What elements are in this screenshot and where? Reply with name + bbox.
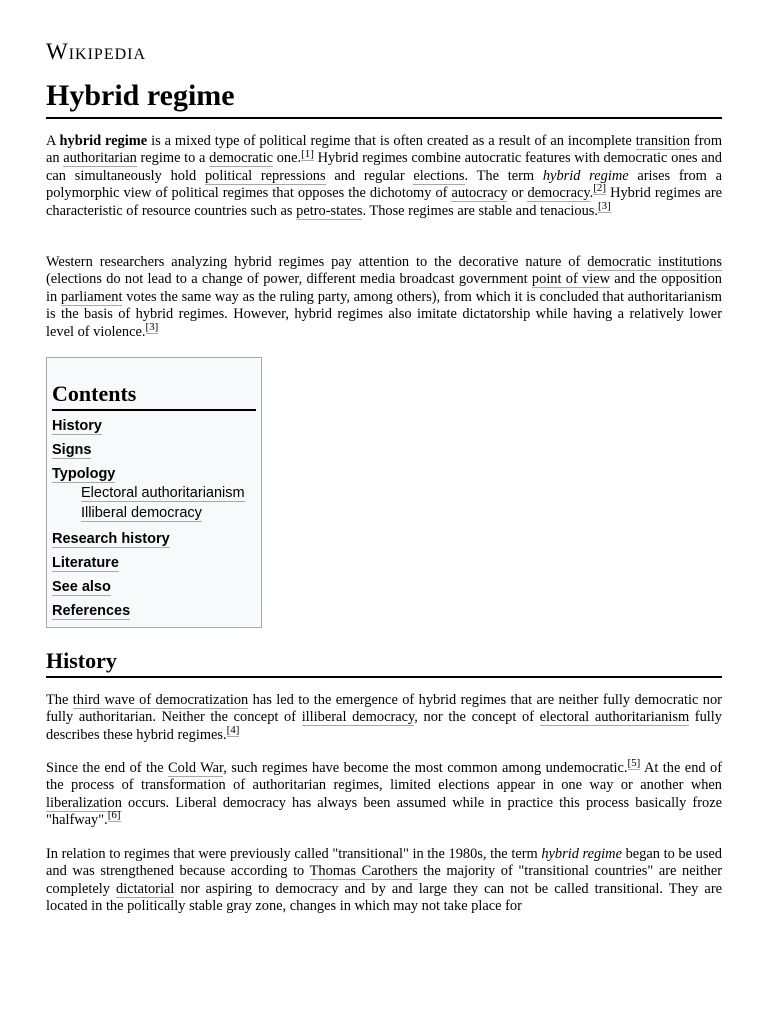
citation-3[interactable]: [3] [597,199,611,212]
term-italic-2: hybrid regime [541,846,622,862]
wikipedia-wordmark[interactable]: Wikipedia [46,39,147,64]
link-democratic-institutions[interactable]: democratic institutions [587,254,722,270]
link-authoritarian[interactable]: authoritarian [63,150,137,167]
link-transition[interactable]: transition [635,133,691,149]
link-point-of-view[interactable]: point of view [531,271,611,288]
citation-4[interactable]: [4] [226,724,240,737]
term-bold: hybrid regime [59,133,148,149]
link-third-wave[interactable]: third wave of democratization [72,692,249,708]
link-parliament[interactable]: parliament [60,288,123,305]
toc-item-see-also[interactable]: See also [52,579,111,595]
toc-item-signs[interactable]: Signs [52,442,92,458]
history-paragraph-2: Since the end of the Cold War, such regimes have become the most common among undemocratic.[5] At the end of the process of transformation of authoritarian regimes, limited elections appear in one way or another when liberalization occurs. Liberal democracy has always been assumed while in practice this process basically froze "halfway".[6] [46,757,722,829]
term-italic: hybrid regime [542,167,629,184]
link-electoral-authoritarianism[interactable]: electoral authoritarianism [539,709,690,726]
page-title: Hybrid regime [46,77,722,119]
toc-item-history[interactable]: History [52,418,102,434]
link-illiberal-democracy[interactable]: illiberal democracy [301,709,415,726]
link-liberalization[interactable]: liberalization [46,794,122,811]
citation-3b[interactable]: [3] [145,320,159,333]
citation-1[interactable]: [1] [301,147,314,160]
citation-6[interactable]: [6] [107,809,121,822]
link-cold-war[interactable]: Cold War [168,760,224,776]
link-autocracy[interactable]: autocracy [451,185,508,202]
toc-item-typology[interactable]: Typology [52,466,116,482]
link-democracy[interactable]: democracy [527,185,590,202]
link-political-repressions[interactable]: political repressions [204,167,326,184]
section-heading-history: History [46,647,722,678]
link-elections[interactable]: elections [413,167,465,184]
citation-5[interactable]: [5] [627,757,641,770]
toc-item-literature[interactable]: Literature [52,555,119,571]
link-dictatorial[interactable]: dictatorial [116,880,175,897]
link-petro-states[interactable]: petro-states [296,202,363,219]
citation-2[interactable]: [2] [593,182,607,195]
intro-paragraph-2: Western researchers analyzing hybrid regimes pay attention to the decorative nature of democratic institutions (elections do not lead to a change of power, different media broadcast government point of view and the opposition in parliament votes the same way as the ruling party, among others), from which it is concluded that authoritarianism is the basis of hybrid regimes. However, hybrid regimes also imitate dictatorship while having a relatively lower level of violence.[3] [46,254,722,340]
toc-title: Contents [52,380,256,411]
intro-paragraph-1: A hybrid regime is a mixed type of political regime that is often created as a result of an incomplete transition from an authoritarian regime to a democratic one.[1] Hybrid regimes combine autocratic features with democratic ones and can simultaneously hold political repressions and regular elections. The term hybrid regime arises from a polymorphic view of political regimes that opposes the dichotomy of autocracy or democracy.[2] Hybrid regimes are characteristic of resource countries such as petro-states. Those regimes are stable and tenacious.[3] [46,133,723,219]
toc-item-research-history[interactable]: Research history [52,531,170,547]
toc-item-references[interactable]: References [52,603,131,619]
toc-subitem-electoral-authoritarianism[interactable]: Electoral authoritarianism [81,485,245,501]
toc-subitem-illiberal-democracy[interactable]: Illiberal democracy [81,505,202,521]
link-democratic[interactable]: democratic [209,150,274,167]
link-thomas-carothers[interactable]: Thomas Carothers [309,863,418,880]
history-paragraph-1: The third wave of democratization has led to the emergence of hybrid regimes that are neither fully democratic nor fully authoritarian. Neither the concept of illiberal democracy, nor the concept of electoral authoritarianism fully describes these hybrid regimes.[4] [46,692,722,743]
table-of-contents [46,357,262,628]
history-paragraph-3: In relation to regimes that were previously called "transitional" in the 1980s, the term hybrid regime began to be used and was strengthened because according to Thomas Carothers the majority of "transitional countries" are neither completely dictatorial nor aspiring to democracy and by and large they can not be called transitional. They are located in the politically stable gray zone, changes in which may not take place for [46,846,722,915]
